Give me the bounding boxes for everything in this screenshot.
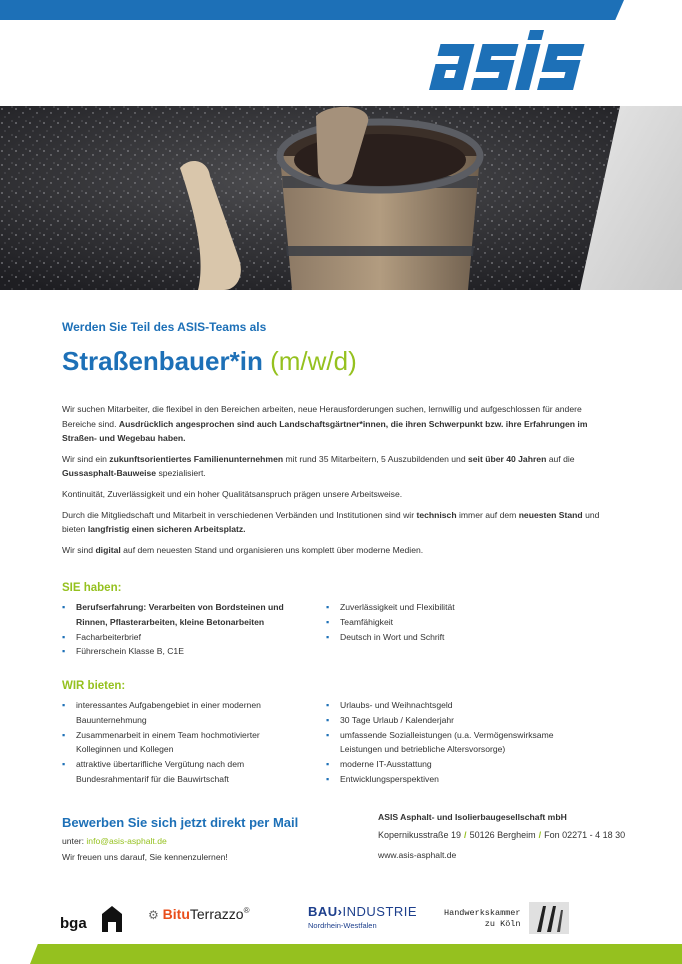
cta-email-line: unter: info@asis-asphalt.de <box>62 836 167 846</box>
list-item: ▪ Deutsch in Wort und Schrift <box>326 630 596 645</box>
list-item: ▪ interessantes Aufgabengebiet in einer modernen Bauunternehmung <box>62 698 302 728</box>
page-title <box>62 346 357 377</box>
paragraph-4: Durch die Mitgliedschaft und Mitarbeit in verschiedenen Verbänden und Institutionen sind wir technisch immer auf dem neuesten Stand und bieten langfristig einen sicheren Arbeitsplatz. <box>62 509 600 535</box>
handwerkskammer-logo: Handwerkskammer zu Köln <box>444 902 569 934</box>
gear-icon: ⚙ <box>148 908 159 922</box>
section-heading-wir-bieten: WIR bieten: <box>62 680 126 692</box>
svg-text:bga: bga <box>60 915 87 932</box>
cta-closing: Wir freuen uns darauf, Sie kennenzulernen! <box>62 852 228 862</box>
list-item: ▪ umfassende Sozialleistungen (u.a. Vermögenswirksame Leistungen und betriebliche Altersvorsorge) <box>326 728 592 758</box>
bga-logo <box>60 904 126 939</box>
company-website[interactable]: www.asis-asphalt.de <box>378 850 457 860</box>
list-item: ▪ 30 Tage Urlaub / Kalenderjahr <box>326 713 592 728</box>
company-name: ASIS Asphalt- und Isolierbaugesellschaft mbH <box>378 812 567 822</box>
paragraph-3: Kontinuität, Zuverlässigkeit und ein hoher Qualitätsanspruch prägen unsere Arbeitsweise. <box>62 488 403 499</box>
paragraph-5: Wir sind digital auf dem neuesten Stand und organisieren uns komplett über moderne Medien. <box>62 544 424 555</box>
cta-title: Bewerben Sie sich jetzt direkt per Mail <box>62 815 299 830</box>
list-item: ▪ Berufserfahrung: Verarbeiten von Bordsteinen und Rinnen, Pflasterarbeiten, kleine Betonarbeiten <box>62 600 312 630</box>
bottom-color-band <box>30 944 682 964</box>
section-heading-sie-haben: SIE haben: <box>62 582 122 594</box>
hero-image <box>0 106 682 290</box>
requirements-list-right <box>326 600 596 644</box>
list-item: ▪ Entwicklungsperspektiven <box>326 772 592 787</box>
bituterrazzo-logo: ⚙ BituTerrazzo® <box>148 906 250 922</box>
list-item: ▪ attraktive übertarifliche Vergütung nach dem Bundesrahmentarif für die Bauwirtschaft <box>62 757 302 787</box>
bauindustrie-logo: BAU›INDUSTRIE Nordrhein-Westfalen <box>308 904 418 930</box>
list-item: ▪ Facharbeiterbrief <box>62 630 312 645</box>
paragraph-1: Wir suchen Mitarbeiter, die flexibel in den Bereichen arbeiten, neue Herausforderungen suchen, lernwillig und aufgeschlossen für andere Bereiche sind. Ausdrücklich angesprochen sind auch Landschaftsgärtner*innen, die ihren Schwerpunkt bzw. ihre Erfahrungen im Straßen- und Wegebau haben. <box>62 404 588 444</box>
logo-text: asis <box>428 30 430 31</box>
list-item: ▪ Teamfähigkeit <box>326 615 596 630</box>
email-link[interactable]: info@asis-asphalt.de <box>86 836 167 846</box>
company-contact <box>378 812 625 860</box>
list-item: ▪ Führerschein Klasse B, C1E <box>62 644 312 659</box>
list-item: ▪ Urlaubs- und Weihnachtsgeld <box>326 698 592 713</box>
top-color-band <box>0 0 624 20</box>
body-text <box>62 402 602 563</box>
list-item: ▪ moderne IT-Ausstattung <box>326 757 592 772</box>
company-address: Kopernikusstraße 19 / 50126 Bergheim / Fon 02271 - 4 18 30 <box>378 830 626 840</box>
benefits-list-left <box>62 698 302 787</box>
benefits-list-right <box>326 698 592 787</box>
list-item: ▪ Zusammenarbeit in einem Team hochmotivierter Kolleginnen und Kollegen <box>62 728 302 758</box>
job-title: Straßenbauer*in <box>62 346 263 376</box>
asis-logo <box>428 30 612 92</box>
requirements-list-left <box>62 600 312 659</box>
intro-line: Werden Sie Teil des ASIS-Teams als <box>62 320 267 334</box>
job-title-suffix: (m/w/d) <box>270 346 357 376</box>
paragraph-2: Wir sind ein zukunftsorientiertes Familienunternehmen mit rund 35 Mitarbeitern, 5 Auszubildenden und seit über 40 Jahren auf die Gussasphalt-Bauweise spezialisiert. <box>62 453 575 479</box>
list-item: ▪ Zuverlässigkeit und Flexibilität <box>326 600 596 615</box>
